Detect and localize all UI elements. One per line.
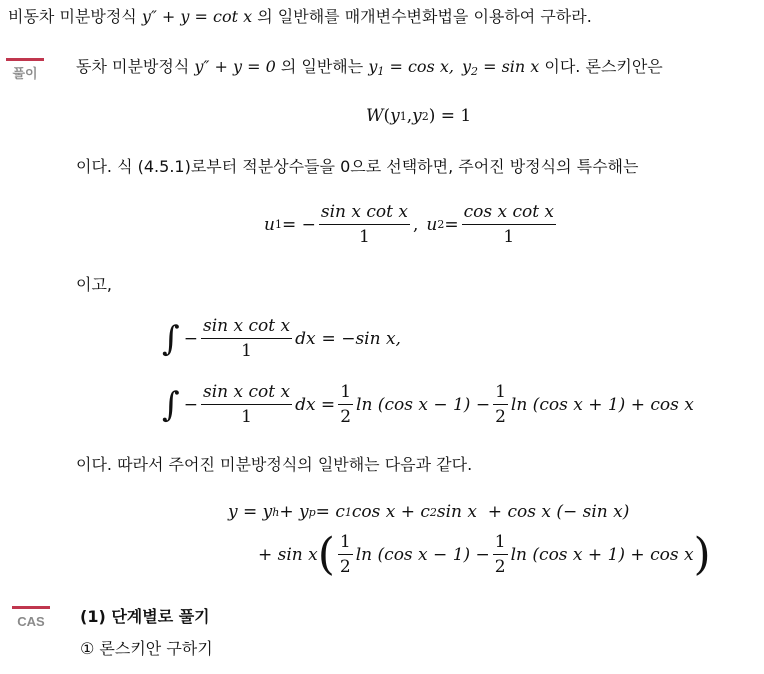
u1-denominator: 1	[358, 227, 370, 247]
general-row2-half-1-num: 1	[338, 532, 353, 555]
general-row2-half-2-den: 2	[494, 557, 506, 577]
wronskian-equation	[366, 106, 471, 126]
general-row2-close-paren: )	[693, 528, 711, 580]
u2-symbol: u	[426, 214, 438, 235]
cas-step-heading: (1) 단계별로 풀기	[80, 607, 210, 626]
wronskian-sub2: 2	[421, 109, 429, 123]
u1-symbol: u	[264, 214, 275, 235]
cas-tag	[12, 606, 50, 629]
wronskian-open-paren: (	[383, 106, 391, 126]
general-plus-yp: + y	[279, 502, 309, 522]
wronskian-y1: y	[390, 106, 400, 126]
u2-denominator: 1	[503, 227, 515, 247]
general-row2-half-2-num: 1	[493, 532, 508, 555]
integral-2-fraction	[201, 382, 292, 427]
y1-symbol: y	[368, 57, 378, 76]
integral-1-dx: dx	[295, 328, 316, 349]
integral-1-numerator: sin x cot x	[201, 316, 292, 339]
integral-2-half-1	[338, 382, 353, 427]
integral-1-denominator: 1	[241, 341, 252, 361]
integral-2	[162, 382, 694, 427]
solution-tag-bar	[6, 58, 44, 61]
integral-2-denominator: 1	[241, 407, 252, 427]
solution-line-2: 이다. 식 (4.5.1)로부터 적분상수들을 0으로 선택하면, 주어진 방정식의 특수해는	[76, 157, 639, 176]
cas-step-1: ① 론스키안 구하기	[80, 639, 213, 658]
integral-1-minus: −	[183, 328, 198, 349]
u-separator: ,	[412, 214, 419, 235]
solution-tag-label: 풀이	[12, 66, 38, 81]
problem-text-after: 의 일반해를 매개변수변화법을 이용하여 구하라.	[252, 7, 592, 26]
general-row2-half-2	[493, 532, 508, 577]
general-sub-c2: 2	[429, 505, 437, 519]
y2-subscript: 2	[470, 65, 478, 78]
u1-numerator: sin x cot x	[319, 202, 410, 225]
integral-2-ln-2: ln (cos x + 1) + cos x	[510, 394, 694, 415]
problem-text-before: 비동차 미분방정식	[8, 7, 142, 26]
integral-2-numerator: sin x cot x	[201, 382, 292, 405]
u2-numerator: cos x cot x	[462, 202, 556, 225]
integral-1-result: = −sin x,	[321, 328, 401, 349]
u2-equals: =	[444, 214, 459, 235]
u-equations	[264, 202, 559, 247]
integral-2-half-1-den: 2	[340, 407, 352, 427]
integral-2-half-2-num: 1	[493, 382, 508, 405]
u1-fraction	[319, 202, 410, 247]
wronskian-w: W	[366, 106, 384, 126]
wronskian-comma: ,	[406, 106, 413, 126]
u1-equals: = −	[281, 214, 316, 235]
general-sub-c1: 1	[344, 505, 352, 519]
general-solution-row-2	[258, 528, 711, 580]
general-row2-ln-2: ln (cos x + 1) + cos x	[510, 544, 694, 565]
solution-line1-text-c: 이다. 론스키안은	[539, 57, 663, 76]
integral-2-half-1-num: 1	[338, 382, 353, 405]
general-row1-rest: sin x + cos x (− sin x)	[436, 502, 630, 522]
integral-1-fraction	[201, 316, 292, 361]
general-row2-prefix: + sin x	[258, 544, 318, 565]
y2-expression	[462, 57, 539, 76]
general-y-yh: y = y	[228, 502, 273, 522]
general-sub-p: p	[308, 505, 316, 519]
y2-value: = sin x	[477, 57, 540, 76]
integral-2-sign: ∫	[162, 384, 180, 425]
u2-fraction	[462, 202, 556, 247]
general-equals-c: = c	[315, 502, 345, 522]
integral-1-sign: ∫	[162, 318, 180, 359]
integral-2-ln-1: ln (cos x − 1) −	[356, 394, 491, 415]
problem-statement	[8, 6, 592, 28]
integral-2-half-2	[493, 382, 508, 427]
cas-tag-label: CAS	[17, 614, 45, 629]
wronskian-sub1: 1	[399, 109, 407, 123]
u2-subscript: 2	[437, 218, 445, 231]
general-row2-ln-1: ln (cos x − 1) −	[355, 544, 490, 565]
u1-subscript: 1	[274, 218, 282, 231]
wronskian-value: ) = 1	[428, 106, 472, 126]
general-row2-half-1-den: 2	[339, 557, 351, 577]
y1-value: = cos x,	[384, 57, 454, 76]
y1-subscript: 1	[377, 65, 385, 78]
problem-equation: y″ + y = cot x	[141, 7, 253, 26]
general-solution-row-1	[228, 502, 629, 522]
solution-line1-text-a: 동차 미분방정식	[76, 57, 195, 76]
integral-2-dx: dx =	[295, 394, 336, 415]
general-row2-open-paren: (	[317, 528, 335, 580]
solution-line-3: 이고,	[76, 275, 112, 294]
general-cos-c: cos x + c	[351, 502, 430, 522]
general-sub-h: h	[272, 505, 280, 519]
general-row2-half-1	[338, 532, 353, 577]
solution-line1-text-b: 의 일반해는	[275, 57, 369, 76]
y2-symbol: y	[461, 57, 471, 76]
solution-line-4: 이다. 따라서 주어진 미분방정식의 일반해는 다음과 같다.	[76, 455, 473, 474]
solution-line-1	[76, 56, 663, 83]
solution-tag	[6, 58, 44, 81]
wronskian-y2: y	[412, 106, 422, 126]
integral-1	[162, 316, 401, 361]
integral-2-half-2-den: 2	[495, 407, 506, 427]
homogeneous-equation: y″ + y = 0	[194, 57, 276, 76]
cas-tag-bar	[12, 606, 50, 609]
y1-expression	[368, 57, 454, 76]
integral-2-minus: −	[183, 394, 198, 415]
